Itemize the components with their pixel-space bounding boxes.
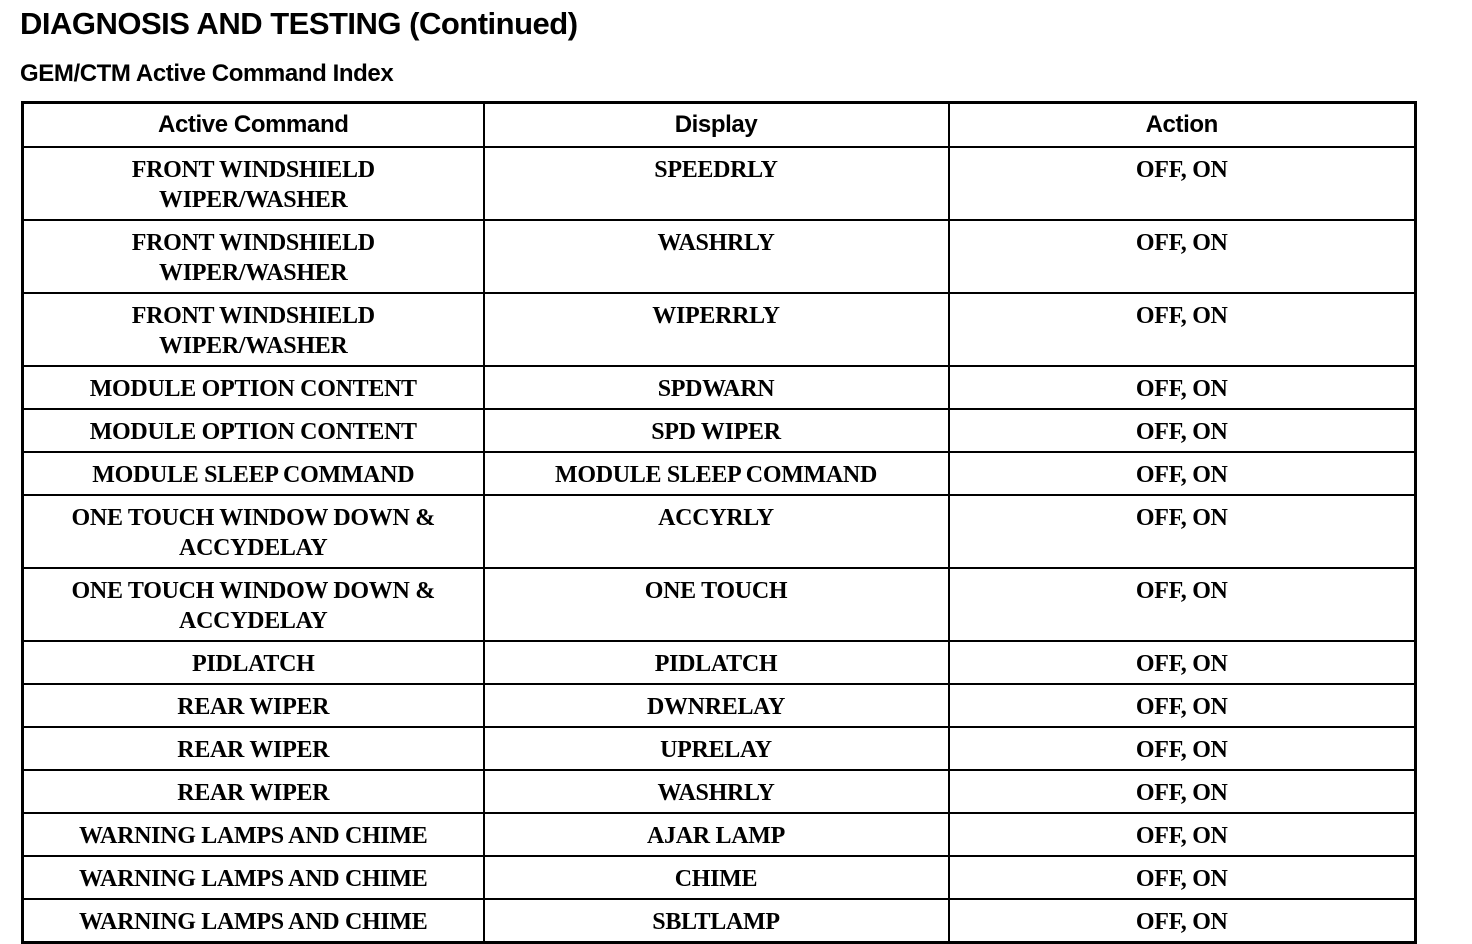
command-line: PIDLATCH — [192, 651, 315, 677]
cell-active-command — [23, 366, 484, 409]
cell-action: OFF, ON — [949, 293, 1416, 366]
cell-action: OFF, ON — [949, 727, 1416, 770]
header-display: Display — [484, 103, 949, 148]
table-row — [23, 452, 1416, 495]
table-title: GEM/CTM Active Command Index — [20, 60, 394, 87]
active-command-table — [21, 101, 1417, 944]
command-line: ONE TOUCH WINDOW DOWN & — [71, 505, 435, 531]
command-line: MODULE OPTION CONTENT — [89, 419, 417, 445]
page-heading: DIAGNOSIS AND TESTING (Continued) — [20, 6, 578, 41]
command-line: WARNING LAMPS AND CHIME — [79, 866, 428, 892]
cell-active-command — [23, 684, 484, 727]
command-line: WIPER/WASHER — [159, 187, 348, 213]
cell-active-command — [23, 813, 484, 856]
cell-display: SPDWARN — [484, 366, 949, 409]
table-row — [23, 409, 1416, 452]
header-action: Action — [949, 103, 1416, 148]
command-line: FRONT WINDSHIELD — [131, 230, 375, 256]
command-line: WARNING LAMPS AND CHIME — [79, 909, 428, 935]
cell-action: OFF, ON — [949, 899, 1416, 943]
cell-display: SPEEDRLY — [484, 147, 949, 220]
command-line: ACCYDELAY — [179, 535, 328, 561]
command-line: REAR WIPER — [177, 780, 330, 806]
cell-display: CHIME — [484, 856, 949, 899]
table-row — [23, 684, 1416, 727]
cell-display: DWNRELAY — [484, 684, 949, 727]
cell-action: OFF, ON — [949, 856, 1416, 899]
cell-display: WASHRLY — [484, 770, 949, 813]
table-row — [23, 366, 1416, 409]
cell-action: OFF, ON — [949, 147, 1416, 220]
table-row — [23, 568, 1416, 641]
cell-active-command — [23, 727, 484, 770]
header-active-command: Active Command — [23, 103, 484, 148]
command-line: WIPER/WASHER — [159, 260, 348, 286]
cell-active-command — [23, 641, 484, 684]
command-line: ACCYDELAY — [179, 608, 328, 634]
cell-action: OFF, ON — [949, 452, 1416, 495]
cell-display: ONE TOUCH — [484, 568, 949, 641]
table-row — [23, 495, 1416, 568]
cell-active-command — [23, 856, 484, 899]
command-line: REAR WIPER — [177, 694, 330, 720]
cell-active-command — [23, 293, 484, 366]
cell-action: OFF, ON — [949, 495, 1416, 568]
cell-active-command — [23, 147, 484, 220]
cell-display: UPRELAY — [484, 727, 949, 770]
command-line: WARNING LAMPS AND CHIME — [79, 823, 428, 849]
table-body — [23, 147, 1416, 943]
cell-display: ACCYRLY — [484, 495, 949, 568]
table-row — [23, 856, 1416, 899]
cell-action: OFF, ON — [949, 770, 1416, 813]
cell-display: SPD WIPER — [484, 409, 949, 452]
command-line: FRONT WINDSHIELD — [131, 303, 375, 329]
cell-active-command — [23, 220, 484, 293]
cell-action: OFF, ON — [949, 568, 1416, 641]
command-line: FRONT WINDSHIELD — [131, 157, 375, 183]
cell-active-command — [23, 770, 484, 813]
table-row — [23, 147, 1416, 220]
command-line: MODULE SLEEP COMMAND — [92, 462, 415, 488]
command-line: ONE TOUCH WINDOW DOWN & — [71, 578, 435, 604]
cell-action: OFF, ON — [949, 220, 1416, 293]
command-line: WIPER/WASHER — [159, 333, 348, 359]
cell-action: OFF, ON — [949, 409, 1416, 452]
cell-action: OFF, ON — [949, 684, 1416, 727]
table-row — [23, 293, 1416, 366]
cell-display: AJAR LAMP — [484, 813, 949, 856]
cell-display: WIPERRLY — [484, 293, 949, 366]
cell-display: MODULE SLEEP COMMAND — [484, 452, 949, 495]
cell-active-command — [23, 568, 484, 641]
table-row — [23, 641, 1416, 684]
cell-active-command — [23, 409, 484, 452]
table-row — [23, 770, 1416, 813]
cell-active-command — [23, 495, 484, 568]
table-row — [23, 727, 1416, 770]
cell-action: OFF, ON — [949, 813, 1416, 856]
command-line: REAR WIPER — [177, 737, 330, 763]
command-line: MODULE OPTION CONTENT — [89, 376, 417, 402]
table-row — [23, 220, 1416, 293]
table-row — [23, 899, 1416, 943]
cell-active-command — [23, 899, 484, 943]
cell-action: OFF, ON — [949, 366, 1416, 409]
cell-action: OFF, ON — [949, 641, 1416, 684]
table-row — [23, 813, 1416, 856]
cell-display: WASHRLY — [484, 220, 949, 293]
cell-display: PIDLATCH — [484, 641, 949, 684]
cell-active-command — [23, 452, 484, 495]
cell-display: SBLTLAMP — [484, 899, 949, 943]
table-header-row — [23, 103, 1416, 148]
